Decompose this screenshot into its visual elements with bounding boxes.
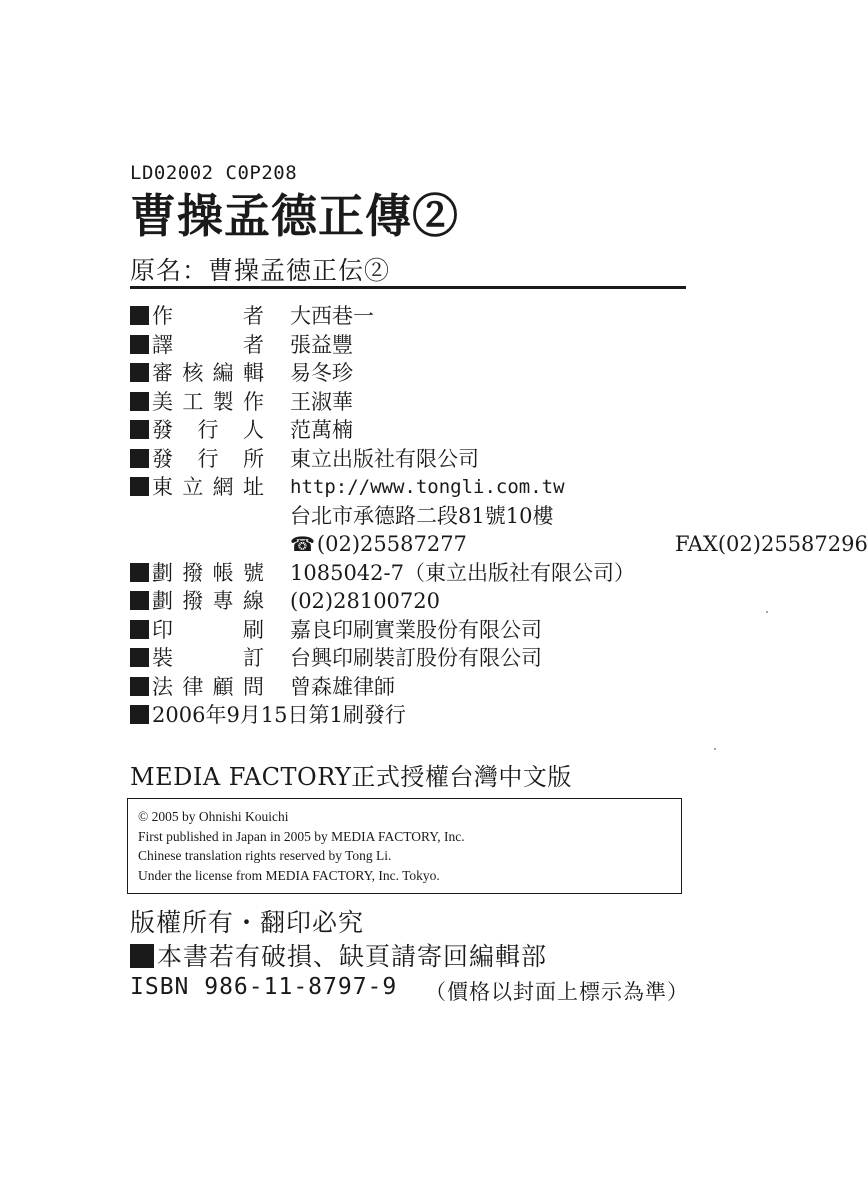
original-title: 原名：曹操孟徳正伝② <box>130 256 391 285</box>
square-bullet-icon <box>130 477 149 496</box>
credits-list <box>130 302 868 730</box>
credit-label: 審核編輯 <box>152 361 264 385</box>
square-bullet-icon <box>130 591 149 610</box>
credit-label: 劃撥專線 <box>152 589 264 613</box>
credit-value: 王淑華 <box>290 389 353 414</box>
credit-label: 發 行 人 <box>152 418 264 442</box>
edition-row <box>130 701 730 730</box>
credit-value: 東立出版社有限公司 <box>290 446 479 471</box>
address-line: 台北市承德路二段81號10樓 <box>290 503 554 528</box>
credit-row-publisher-person <box>130 416 730 445</box>
credit-value: 曾森雄律師 <box>290 674 395 699</box>
fax-number: FAX(02)25587296 <box>675 532 868 556</box>
credit-row-art <box>130 388 730 417</box>
credit-row-account <box>130 559 730 588</box>
square-bullet-icon <box>130 705 149 724</box>
license-statement: MEDIA FACTORY正式授權台灣中文版 <box>130 763 572 791</box>
square-bullet-icon <box>130 306 149 325</box>
credit-value: (02)28100720 <box>290 589 440 613</box>
copyright-line: Under the license from MEDIA FACTORY, Inc. Tokyo. <box>138 867 440 883</box>
credit-value: 台興印刷裝訂股份有限公司 <box>290 646 542 670</box>
phone-group <box>290 530 868 558</box>
isbn: ISBN 986-11-8797-9 <box>130 974 398 1000</box>
book-title: 曹操孟德正傳② <box>130 189 459 243</box>
credit-row-editor <box>130 359 730 388</box>
square-bullet-icon <box>130 420 149 439</box>
credit-label: 美工製作 <box>152 389 264 414</box>
edition-date: 2006年9月15日第1刷發行 <box>152 703 406 727</box>
credit-row-binding <box>130 644 730 673</box>
square-bullet-icon <box>130 392 149 411</box>
title-divider <box>130 286 686 289</box>
credit-label: 法律顧問 <box>152 674 264 699</box>
rights-notice: 版權所有・翻印必究 <box>130 908 365 937</box>
square-bullet-icon <box>130 620 149 639</box>
address-row <box>130 502 730 531</box>
credit-row-author <box>130 302 730 331</box>
square-bullet-icon <box>130 363 149 382</box>
credit-label: 裝 訂 <box>152 646 264 670</box>
damage-notice: 本書若有破損、缺頁請寄回編輯部 <box>157 942 548 971</box>
credit-label: 作 者 <box>152 304 264 328</box>
credit-label: 劃撥帳號 <box>152 560 264 585</box>
telephone-icon: ☎ <box>290 532 315 556</box>
credit-row-publisher <box>130 445 730 474</box>
square-bullet-icon <box>130 677 149 696</box>
credit-row-website <box>130 473 730 502</box>
square-bullet-icon <box>130 944 154 968</box>
credit-label: 印 刷 <box>152 617 264 642</box>
credit-label: 東立網址 <box>152 475 264 499</box>
credit-row-translator <box>130 331 730 360</box>
copyright-box <box>127 798 682 894</box>
square-bullet-icon <box>130 449 149 468</box>
square-bullet-icon <box>130 335 149 354</box>
website-url: http://www.tongli.com.tw <box>290 476 565 498</box>
copyright-line: First published in Japan in 2005 by MEDIA FACTORY, Inc. <box>138 828 465 844</box>
credit-value: 嘉良印刷實業股份有限公司 <box>290 617 542 642</box>
scan-speck <box>766 611 768 613</box>
price-note: （價格以封面上標示為準） <box>425 980 689 1004</box>
credit-label: 譯 者 <box>152 332 264 357</box>
copyright-line: © 2005 by Ohnishi Kouichi <box>138 809 289 824</box>
copyright-line: Chinese translation rights reserved by Tong Li. <box>138 848 392 863</box>
phone-row <box>130 530 868 559</box>
credit-value: 范萬楠 <box>290 418 353 442</box>
credit-row-legal <box>130 673 730 702</box>
credit-label: 發 行 所 <box>152 446 264 471</box>
scan-speck <box>714 748 716 750</box>
credit-row-printing <box>130 616 730 645</box>
square-bullet-icon <box>130 563 149 582</box>
credit-value: 易冬珍 <box>290 361 353 385</box>
phone-number: (02)25587277 <box>316 532 467 556</box>
square-bullet-icon <box>130 648 149 667</box>
credit-row-hotline <box>130 587 730 616</box>
catalog-code: LD02002 C0P208 <box>130 162 298 184</box>
credit-value: 張益豐 <box>290 332 353 357</box>
credit-value: 1085042-7（東立出版社有限公司） <box>290 560 635 585</box>
credit-value: 大西巷一 <box>290 304 374 328</box>
damage-notice-row <box>130 937 547 973</box>
